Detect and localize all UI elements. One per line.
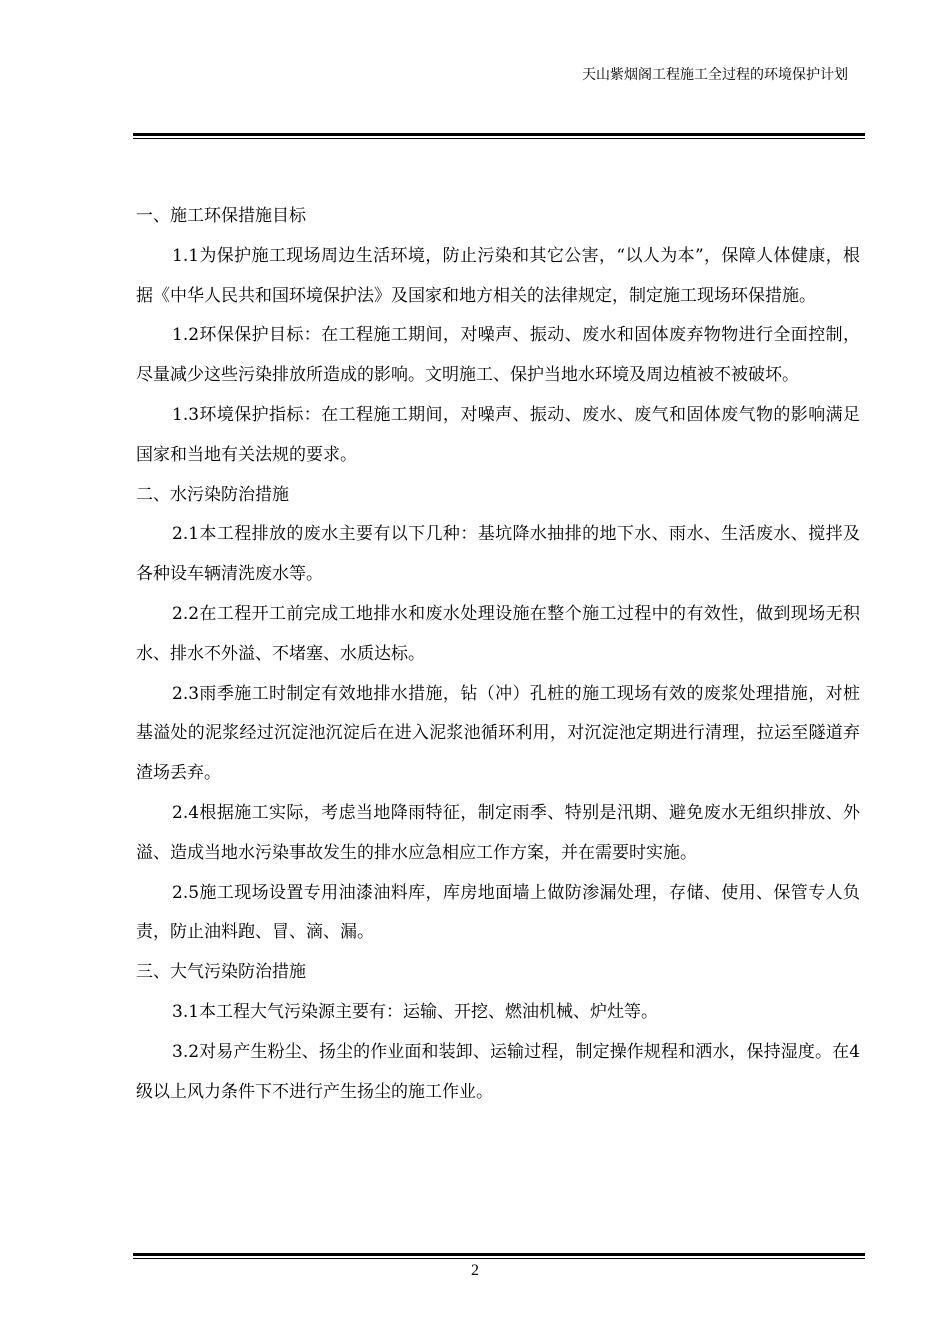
paragraph: 1.1为保护施工现场周边生活环境，防止污染和其它公害，“以人为本”，保障人体健康，根据《中华人民共和国环境保护法》及国家和地方相关的法律规定，制定施工现场环保措施。 xyxy=(136,245,860,306)
page-number: 2 xyxy=(471,1262,479,1279)
section-heading: 一、施工环保措施目标 xyxy=(136,206,306,226)
footer-rule-thin xyxy=(133,1258,865,1259)
document-body xyxy=(136,197,860,1112)
paragraph: 3.2对易产生粉尘、扬尘的作业面和装卸、运输过程，制定操作规程和洒水，保持湿度。在4级以上风力条件下不进行产生扬尘的施工作业。 xyxy=(136,1041,860,1102)
section-heading: 二、水污染防治措施 xyxy=(136,484,289,505)
header-title: 天山紫烟阁工程施工全过程的环境保护计划 xyxy=(582,67,848,83)
paragraph: 1.3环境保护指标：在工程施工期间，对噪声、振动、废水、废气和固体废气物的影响满足国家和当地有关法规的要求。 xyxy=(136,404,860,465)
section-heading: 三、大气污染防治措施 xyxy=(136,962,306,983)
paragraph: 2.5施工现场设置专用油漆油料库，库房地面墙上做防渗漏处理，存储、使用、保管专人负责，防止油料跑、冒、滴、漏。 xyxy=(136,882,860,943)
paragraph: 2.3雨季施工时制定有效地排水措施，钻（冲）孔桩的施工现场有效的废浆处理措施，对桩基溢处的泥浆经过沉淀池沉淀后在进入泥浆池循环利用，对沉淀池定期进行清理，拉运至隧道弃渣场丢弃。 xyxy=(136,683,860,784)
footer-rule xyxy=(133,1253,865,1256)
header-rule xyxy=(133,133,865,136)
paragraph: 2.2在工程开工前完成工地排水和废水处理设施在整个施工过程中的有效性，做到现场无积水、排水不外溢、不堵塞、水质达标。 xyxy=(136,603,860,664)
header-rule-thin xyxy=(133,138,865,139)
paragraph: 1.2环保保护目标：在工程施工期间，对噪声、振动、废水和固体废弃物物进行全面控制，尽量减少这些污染排放所造成的影响。文明施工、保护当地水环境及周边植被不被破坏。 xyxy=(136,325,860,386)
paragraph: 2.4根据施工实际，考虑当地降雨特征，制定雨季、特别是汛期、避免废水无组织排放、外溢、造成当地水污染事故发生的排水应急相应工作方案，并在需要时实施。 xyxy=(136,802,860,863)
paragraph: 3.1本工程大气污染源主要有：运输、开挖、燃油机械、炉灶等。 xyxy=(172,1001,659,1022)
paragraph: 2.1本工程排放的废水主要有以下几种：基坑降水抽排的地下水、雨水、生活废水、搅拌及各种设车辆清洗废水等。 xyxy=(136,524,860,585)
